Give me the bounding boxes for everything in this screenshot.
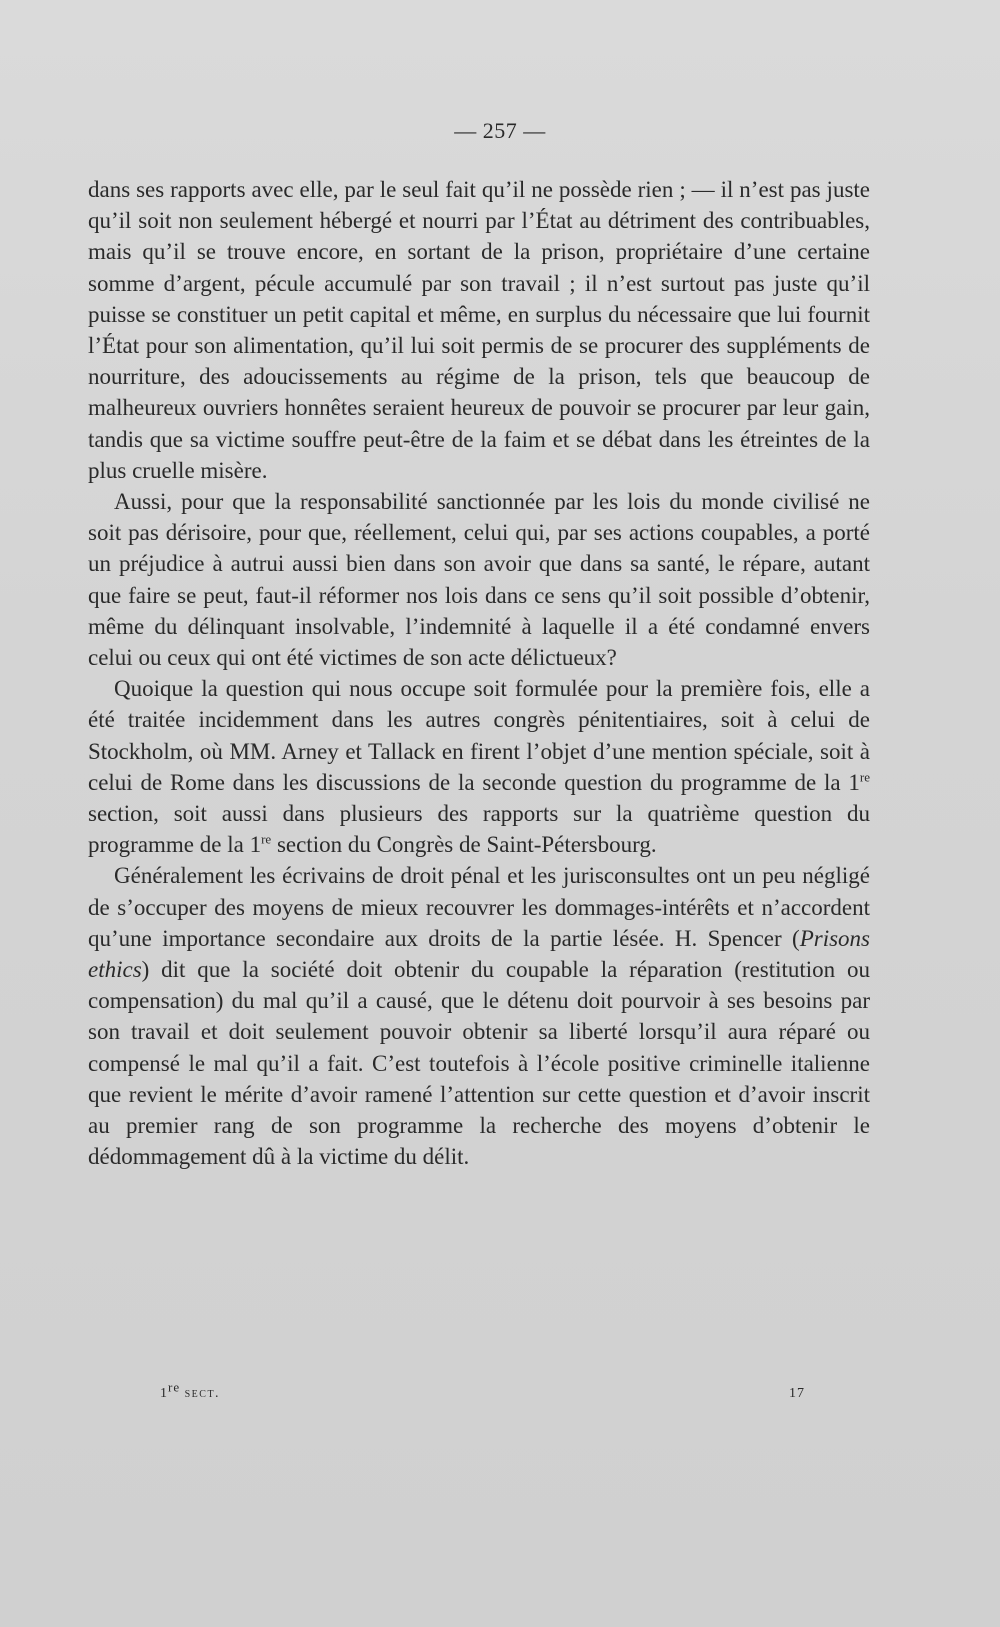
cited-title: Prisons ethics <box>88 925 870 983</box>
signature-number: 1 <box>160 1386 168 1401</box>
paragraph-text: Aussi, pour que la responsabilité sanctionnée par les lois du monde civilisé ne soit pas dérisoire, pour que, réellement, celui qui, par ses actions coupables, a porté un préjudice à autrui aussi bien dans son avoir que dans sa santé, le répare, autant que faire se peut, faut-il réformer nos lois dans ce sens qu’il soit possible d’obtenir, même du délinquant insolvable, l’indemnité à laquelle il a été condamné envers celui ou ceux qui ont été victimes de son acte délictueux? <box>88 489 870 671</box>
page-number: — 257 — <box>454 118 546 143</box>
signature-superscript: re <box>168 1379 181 1395</box>
paragraph <box>88 673 870 860</box>
paragraph <box>88 486 870 673</box>
paragraph <box>88 860 870 1172</box>
paragraph-text: section, soit aussi dans plusieurs des rapports sur la quatrième question du programme de la 1 <box>88 801 870 858</box>
ordinal-superscript: re <box>261 831 272 847</box>
body-text <box>88 174 870 1173</box>
paragraph <box>88 174 870 486</box>
paragraph-text: Quoique la question qui nous occupe soit formulée pour la première fois, elle a été traitée incidemment dans les autres congrès pénitentiaires, soit à celui de Stockholm, où MM. Arney et Tallack en firent l’objet d’une mention spéciale, soit à celui de Rome dans les discussions de la seconde question du programme de la 1 <box>88 676 870 795</box>
signature-mark <box>160 1379 221 1402</box>
signature-word: sect. <box>184 1386 221 1401</box>
paragraph-text: Généralement les écrivains de droit pénal et les jurisconsultes ont un peu négligé de s’occuper des moyens de mieux recouvrer les dommages-intérêts et n’accordent qu’une importance secondaire aux droits de la partie lésée. H. Spencer ( <box>88 863 870 951</box>
sheet-number: 17 <box>789 1386 805 1401</box>
paragraph-text: section du Congrès de Saint-Pétersbourg. <box>271 832 657 858</box>
paragraph-text: ) dit que la société doit obtenir du coupable la réparation (restitution ou compensation) du mal qu’il a causé, que le détenu doit pourvoir à ses besoins par son travail et doit seulement pouvoir obtenir sa liberté lorsqu’il aura réparé ou compensé le mal qu’il a fait. C’est toutefois à l’école positive criminelle italienne que revient le mérite d’avoir ramené l’attention sur cette question et d’avoir inscrit au premier rang de son programme la recherche des moyens d’obtenir le dédommagement dû à la victime du délit. <box>88 957 870 1170</box>
ordinal-superscript: re <box>859 769 870 785</box>
paragraph-text: dans ses rapports avec elle, par le seul fait qu’il ne possède rien ; — il n’est pas juste qu’il soit non seulement hébergé et nourri par l’État au détriment des contribuables, mais qu’il se trouve encore, en sortant de la prison, propriétaire d’une certaine somme d’argent, pécule accumulé par son travail ; il n’est surtout pas juste qu’il puisse se constituer un petit capital et même, en surplus du nécessaire que lui fournit l’État pour son alimentation, qu’il lui soit permis de se procurer des suppléments de nourriture, des adoucissements au régime de la prison, tels que beaucoup de malheureux ouvriers honnêtes seraient heureux de pouvoir se procurer par leur gain, tandis que sa victime souffre peut-être de la faim et se débat dans les étreintes de la plus cruelle misère. <box>88 177 870 483</box>
